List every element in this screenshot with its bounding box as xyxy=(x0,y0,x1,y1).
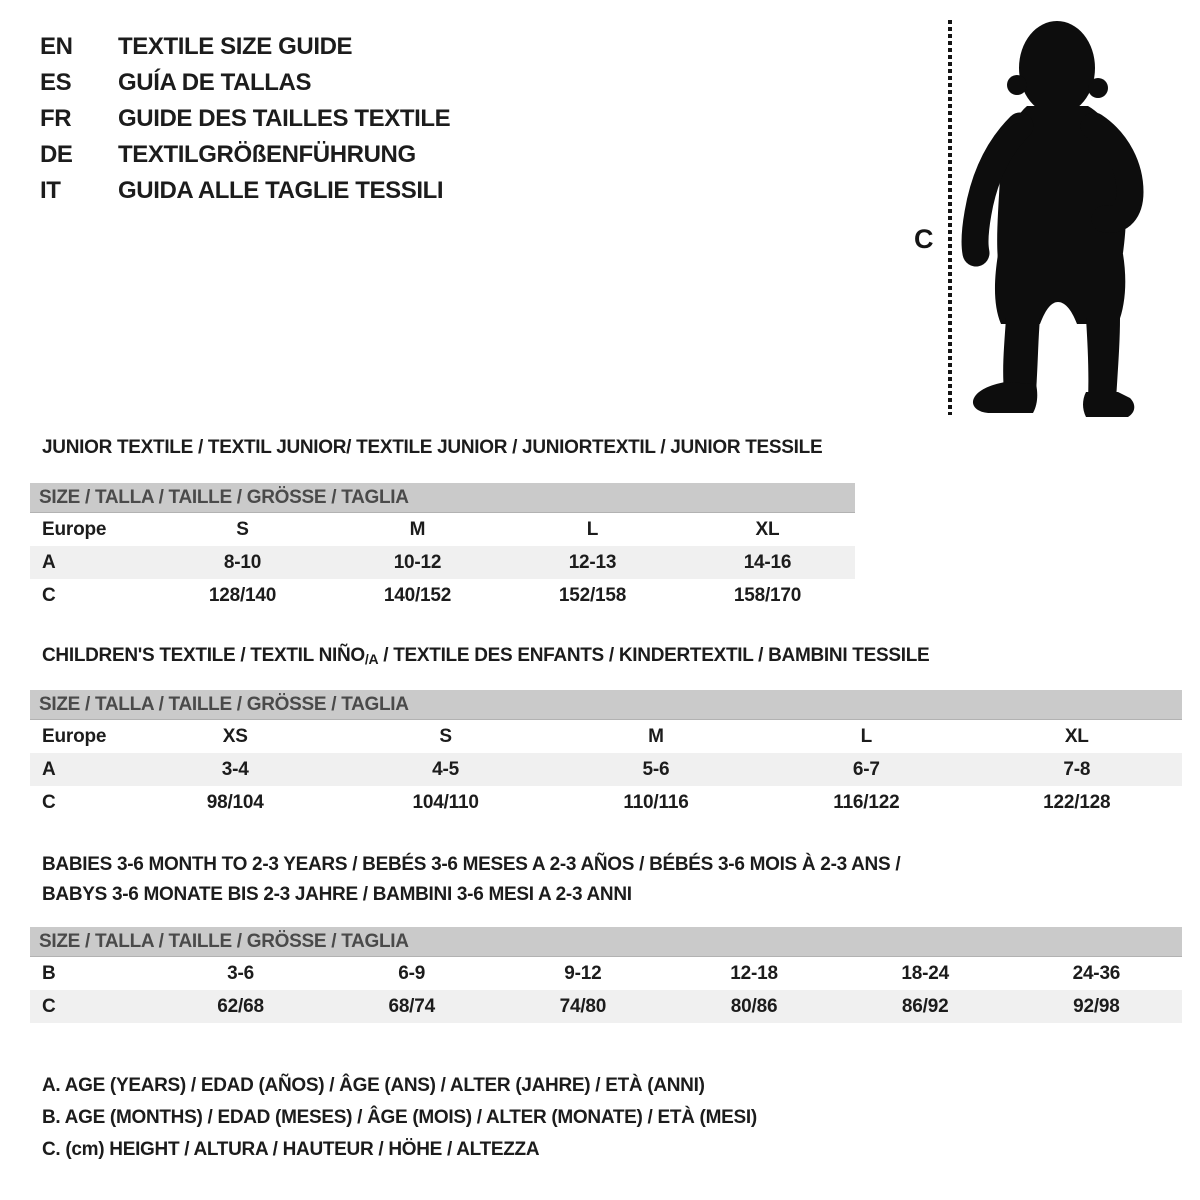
height-cell: 128/140 xyxy=(208,584,277,606)
guide-title: GUIDA ALLE TAGLIE TESSILI xyxy=(118,177,444,204)
row-label: C xyxy=(42,791,56,813)
age-cell: 5-6 xyxy=(642,758,670,780)
children-title-subscript: /A xyxy=(364,651,379,667)
size-cell: XS xyxy=(222,725,248,747)
guide-title: GUÍA DE TALLAS xyxy=(118,69,312,96)
height-cell: 68/74 xyxy=(388,995,435,1017)
language-code: EN xyxy=(40,33,73,60)
babies-title-line1: BABIES 3-6 MONTH TO 2-3 YEARS / BEBÉS 3-6 MESES A 2-3 AÑOS / BÉBÉS 3-6 MOIS À 2-3 ANS / xyxy=(42,854,901,875)
height-cell: 110/116 xyxy=(623,791,689,813)
table-row-age-years xyxy=(30,546,855,579)
age-cell: 12-13 xyxy=(568,551,617,573)
row-label: A xyxy=(42,551,56,573)
children-section-title xyxy=(42,644,929,668)
table-row-europe xyxy=(30,720,1182,753)
height-cell: 86/92 xyxy=(901,995,949,1017)
age-cell: 24-36 xyxy=(1072,962,1121,984)
table-row-age-years xyxy=(30,753,1182,786)
legend-line-c: C. (cm) HEIGHT / ALTURA / HAUTEUR / HÖHE / ALTEZZA xyxy=(42,1139,540,1160)
height-cell: 152/158 xyxy=(558,584,627,606)
age-cell: 6-7 xyxy=(852,758,880,780)
size-cell: S xyxy=(236,518,249,540)
size-cell: XL xyxy=(755,518,780,540)
height-cell: 62/68 xyxy=(217,995,264,1017)
legend-line-b: B. AGE (MONTHS) / EDAD (MESES) / ÂGE (MOIS) / ALTER (MONATE) / ETÀ (MESI) xyxy=(42,1107,757,1128)
age-cell: 14-16 xyxy=(743,551,792,573)
height-cell: 122/128 xyxy=(1043,791,1111,813)
height-measure-label: C xyxy=(914,224,934,254)
legend-line-a: A. AGE (YEARS) / EDAD (AÑOS) / ÂGE (ANS) / ALTER (JAHRE) / ETÀ (ANNI) xyxy=(42,1075,705,1096)
height-cell: 116/122 xyxy=(833,791,900,813)
size-cell: L xyxy=(586,518,599,540)
language-row xyxy=(40,101,450,137)
age-cell: 8-10 xyxy=(223,551,262,573)
age-cell: 12-18 xyxy=(730,962,778,984)
age-cell: 4-5 xyxy=(432,758,460,780)
row-label: B xyxy=(42,962,56,984)
guide-title: TEXTILE SIZE GUIDE xyxy=(118,33,353,60)
children-size-table xyxy=(30,690,1182,819)
babies-section-title xyxy=(42,850,900,910)
language-code: FR xyxy=(40,105,72,132)
age-cell: 18-24 xyxy=(901,962,949,984)
height-cell: 140/152 xyxy=(383,584,452,606)
height-cell: 104/110 xyxy=(412,791,479,813)
size-header-bar: SIZE / TALLA / TAILLE / GRÖSSE / TAGLIA xyxy=(30,690,1182,720)
table-row-age-months xyxy=(30,957,1182,990)
children-table-grid xyxy=(30,720,1182,819)
height-figure xyxy=(890,8,1150,428)
size-cell: M xyxy=(409,518,426,540)
language-row xyxy=(40,29,450,65)
table-row-europe xyxy=(30,513,855,546)
size-header-bar: SIZE / TALLA / TAILLE / GRÖSSE / TAGLIA xyxy=(30,927,1182,957)
guide-title: TEXTILGRÖßENFÜHRUNG xyxy=(118,141,416,168)
children-title-text: / TEXTILE DES ENFANTS / KINDERTEXTIL / BAMBINI TESSILE xyxy=(378,645,930,666)
height-cell: 98/104 xyxy=(206,791,264,813)
size-cell: S xyxy=(439,725,452,747)
table-row-height xyxy=(30,990,1182,1023)
babies-table-grid xyxy=(30,957,1182,1023)
language-row xyxy=(40,137,450,173)
size-header-bar: SIZE / TALLA / TAILLE / GRÖSSE / TAGLIA xyxy=(30,483,855,513)
language-title-list xyxy=(40,29,450,209)
row-label: C xyxy=(42,584,56,606)
language-code: ES xyxy=(40,69,72,96)
language-code: DE xyxy=(40,141,73,168)
age-cell: 10-12 xyxy=(393,551,442,573)
age-cell: 7-8 xyxy=(1063,758,1091,780)
junior-section-title: JUNIOR TEXTILE / TEXTIL JUNIOR/ TEXTILE JUNIOR / JUNIORTEXTIL / JUNIOR TESSILE xyxy=(42,437,823,458)
row-label: C xyxy=(42,995,56,1017)
row-label: Europe xyxy=(42,518,107,540)
guide-title: GUIDE DES TAILLES TEXTILE xyxy=(118,105,451,132)
babies-size-table xyxy=(30,927,1182,1023)
language-row xyxy=(40,173,450,209)
height-cell: 74/80 xyxy=(559,995,607,1017)
baby-silhouette xyxy=(973,21,1134,417)
age-cell: 3-6 xyxy=(227,962,255,984)
row-label: A xyxy=(42,758,56,780)
junior-table-grid xyxy=(30,513,855,612)
legend xyxy=(42,1070,757,1166)
height-cell: 92/98 xyxy=(1073,995,1120,1017)
babies-title-line2: BABYS 3-6 MONATE BIS 2-3 JAHRE / BAMBINI 3-6 MESI A 2-3 ANNI xyxy=(42,884,632,905)
table-row-height xyxy=(30,579,855,612)
size-cell: XL xyxy=(1064,725,1089,747)
children-title-text: CHILDREN'S TEXTILE / TEXTIL NIÑO xyxy=(42,645,365,666)
age-cell: 3-4 xyxy=(221,758,249,780)
size-cell: L xyxy=(860,725,873,747)
junior-size-table xyxy=(30,483,855,612)
row-label: Europe xyxy=(42,725,107,747)
table-row-height xyxy=(30,786,1182,819)
height-cell: 158/170 xyxy=(733,584,802,606)
language-code: IT xyxy=(40,177,61,204)
language-row xyxy=(40,65,450,101)
age-cell: 9-12 xyxy=(564,962,602,984)
size-cell: M xyxy=(648,725,664,747)
height-cell: 80/86 xyxy=(730,995,778,1017)
age-cell: 6-9 xyxy=(398,962,426,984)
